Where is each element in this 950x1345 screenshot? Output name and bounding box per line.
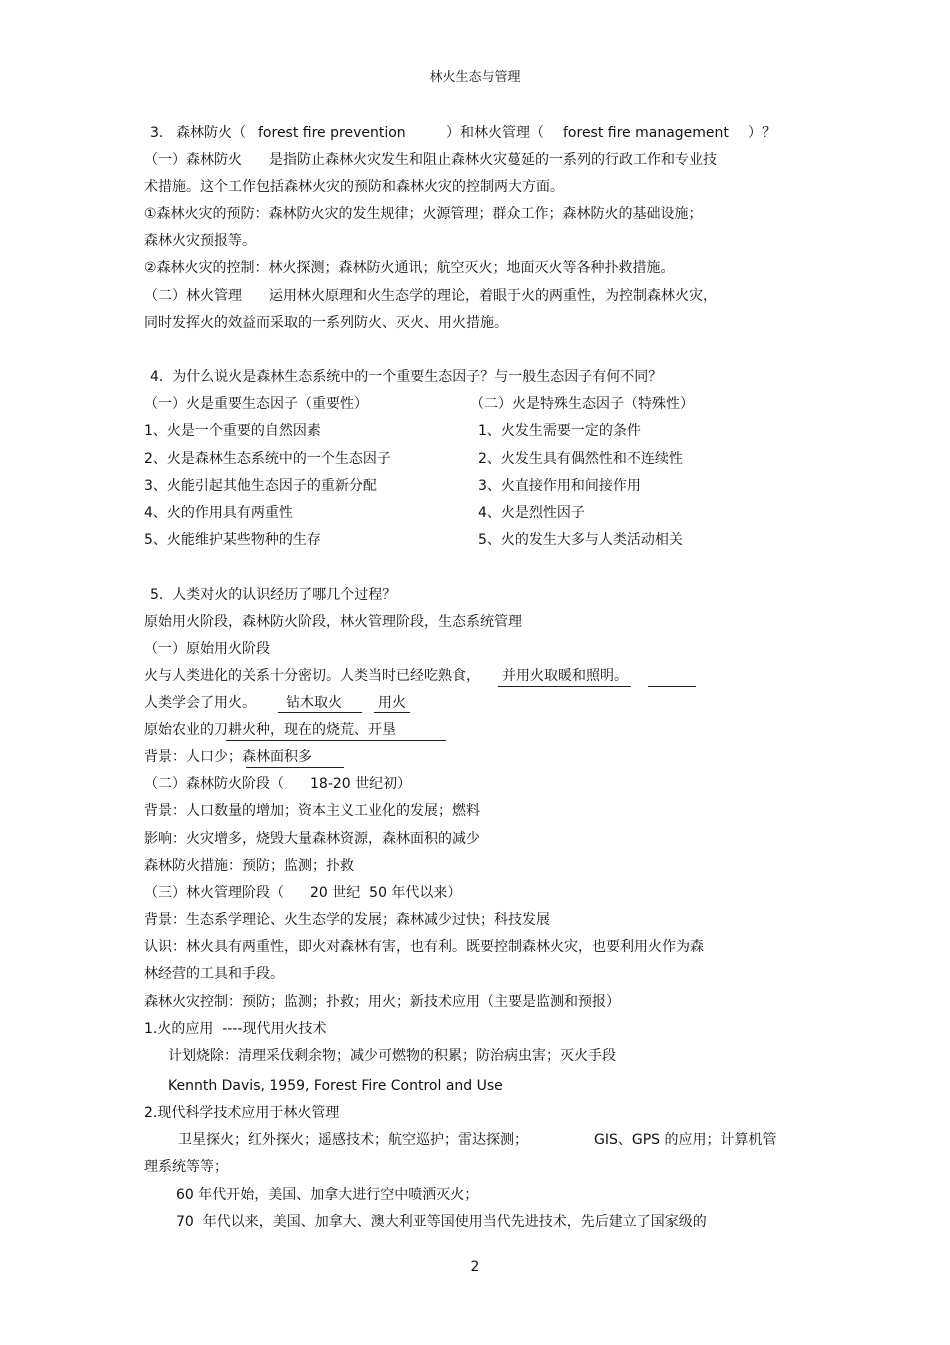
q5-line5: 原始农业的刀耕火种，现在的烧荒、开垦 <box>144 722 396 738</box>
q5-line7a: （二）森林防火阶段（ <box>144 776 284 792</box>
underline <box>226 740 446 741</box>
q4-right-item: 4、火是烈性因子 <box>478 505 585 521</box>
q5-line3b: 并用火 <box>502 668 544 684</box>
page-number: 2 <box>470 1259 480 1275</box>
q3-line8: 同时发挥火的效益而采取的一系列防火、灭火、用火措施。 <box>144 315 508 331</box>
q5-line3a: 火与人类进化的关系十分密切。人类当时已经吃熟食， <box>144 668 480 684</box>
q4-left-heading: （一）火是重要生态因子（重要性） <box>144 396 368 412</box>
q5-line7b: 18-20 世纪初） <box>310 776 412 792</box>
q5-line: 计划烧除：清理采伐剩余物；减少可燃物的积累；防治病虫害；灭火手段 <box>168 1048 616 1064</box>
q5-line6: 背景：人口少；森林面积多 <box>144 749 312 765</box>
q4-left-item: 4、火的作用具有两重性 <box>144 505 293 521</box>
q5-line: 60 年代开始，美国、加拿大进行空中喷洒灭火； <box>176 1187 479 1203</box>
q5-line: 森林火灾控制：预防；监测；扑救；用火；新技术应用（主要是监测和预报） <box>144 994 620 1010</box>
q4-right-item: 2、火发生具有偶然性和不连续性 <box>478 451 683 467</box>
q3-line5: 森林火灾预报等。 <box>144 233 256 249</box>
q4-right-item: 1、火发生需要一定的条件 <box>478 423 641 439</box>
q5-line: 原始用火阶段，森林防火阶段，林火管理阶段，生态系统管理 <box>144 614 522 630</box>
q5-line: 背景：生态系学理论、火生态学的发展；森林减少过快；科技发展 <box>144 912 550 928</box>
q4-left-item: 5、火能维护某些物种的生存 <box>144 532 321 548</box>
underline <box>498 686 631 687</box>
q4-right-item: 3、火直接作用和间接作用 <box>478 478 641 494</box>
q5-line4a: 人类学会了用火。 <box>144 695 256 711</box>
q5-line: 林经营的工具和手段。 <box>144 966 284 982</box>
running-header: 林火生态与管理 <box>429 70 521 85</box>
q5-line: 背景：人口数量的增加；资本主义工业化的发展；燃料 <box>144 803 480 819</box>
underline <box>648 686 696 687</box>
q3-text-a: 森林防火（ <box>176 125 246 141</box>
q5-line11b: 20 世纪 50 年代以来） <box>310 885 462 901</box>
q5-line: Kennth Davis, 1959, Forest Fire Control and Use <box>168 1078 503 1094</box>
q3-line6: ②森林火灾的控制：林火探测；森林防火通讯；航空灭火；地面灭火等各种扑救措施。 <box>144 260 675 276</box>
underline <box>374 712 410 713</box>
q5-line: 2.现代科学技术应用于林火管理 <box>144 1105 340 1121</box>
q3-line4: ①森林火灾的预防：森林防火灾的发生规律；火源管理；群众工作；森林防火的基础设施； <box>144 206 703 222</box>
q5-line4c: 用火 <box>378 695 406 711</box>
q3-line7b: 运用林火原理和火生态学的理论，着眼于火的两重性，为控制森林火灾， <box>269 288 717 304</box>
q3-line7a: （二）林火管理 <box>144 288 242 304</box>
q5-line: 影响：火灾增多，烧毁大量森林资源，森林面积的减少 <box>144 831 480 847</box>
q3-text-c: ）和林火管理（ <box>446 125 544 141</box>
q5-line: （一）原始用火阶段 <box>144 641 270 657</box>
q5-line: 70 年代以来，美国、加拿大、澳大利亚等国使用当代先进技术，先后建立了国家级的 <box>176 1214 707 1230</box>
q3-line3: 术措施。这个工作包括森林火灾的预防和森林火灾的控制两大方面。 <box>144 179 564 195</box>
q5-line3d: 照明。 <box>586 668 628 684</box>
q5-line: 1.火的应用 ----现代用火技术 <box>144 1021 327 1037</box>
q5-line11a: （三）林火管理阶段（ <box>144 885 284 901</box>
q4-left-item: 2、火是森林生态系统中的一个生态因子 <box>144 451 391 467</box>
q3-line2a: （一）森林防火 <box>144 152 242 168</box>
q5-title: 5. 人类对火的认识经历了哪几个过程？ <box>150 587 397 603</box>
q3-line2b: 是指防止森林火灾发生和阻止森林火灾蔓延的一系列的行政工作和专业技 <box>269 152 717 168</box>
q5-line: 理系统等等； <box>144 1159 228 1175</box>
q4-title: 4. 为什么说火是森林生态系统中的一个重要生态因子？与一般生态因子有何不同？ <box>150 369 663 385</box>
q5-line: 认识：林火具有两重性，即火对森林有害，也有利。既要控制森林火灾，也要利用火作为森 <box>144 939 704 955</box>
q5-line: 森林防火措施：预防；监测；扑救 <box>144 858 354 874</box>
q5-line3c: 取暖和 <box>544 668 586 684</box>
q4-left-item: 3、火能引起其他生态因子的重新分配 <box>144 478 377 494</box>
q5-line20b: GIS、GPS 的应用；计算机管 <box>594 1132 777 1148</box>
q3-text-e: ）？ <box>748 125 776 141</box>
underline <box>278 712 362 713</box>
q3-text-b: forest fire prevention <box>258 125 406 141</box>
q5-line20a: 卫星探火；红外探火；遥感技术；航空巡护；雷达探测； <box>178 1132 528 1148</box>
q4-left-item: 1、火是一个重要的自然因素 <box>144 423 321 439</box>
q3-text-d: forest fire management <box>563 125 729 141</box>
underline <box>246 767 344 768</box>
q5-line4b: 钻木取火 <box>286 695 342 711</box>
q4-right-heading: （二）火是特殊生态因子（特殊性） <box>470 396 694 412</box>
q4-right-item: 5、火的发生大多与人类活动相关 <box>478 532 683 548</box>
q3-number: 3. <box>150 125 164 141</box>
